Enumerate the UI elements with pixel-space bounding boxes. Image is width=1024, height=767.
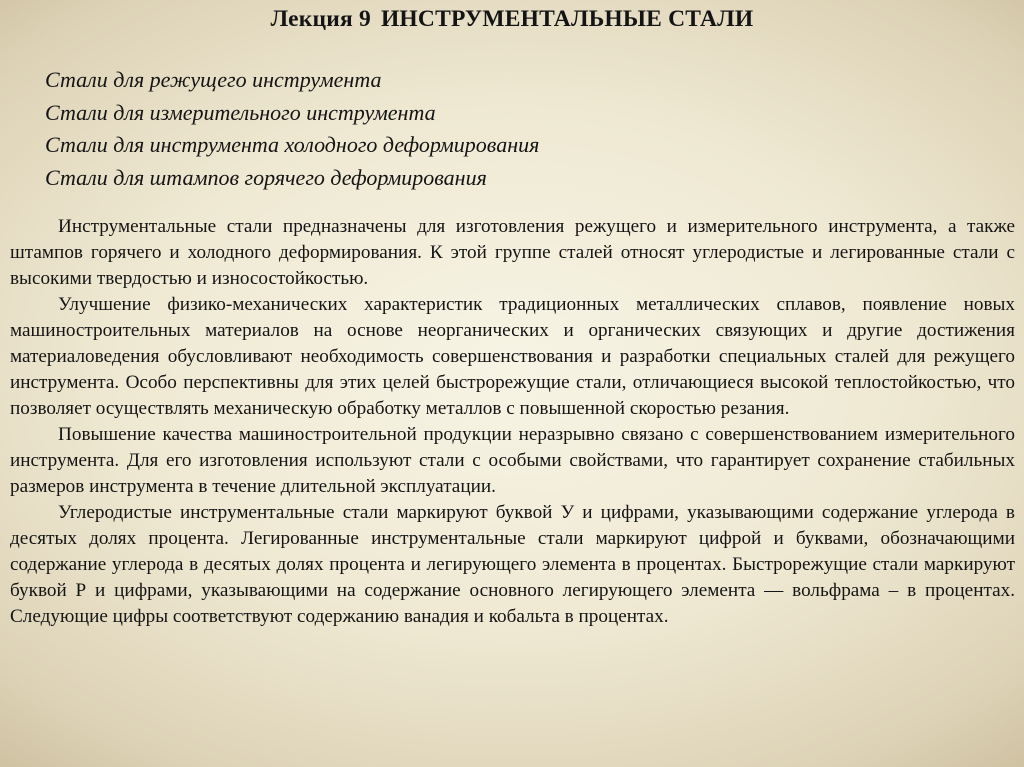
lecture-topic: ИНСТРУМЕНТАЛЬНЫЕ СТАЛИ bbox=[380, 6, 754, 32]
topic-item: Стали для режущего инструмента bbox=[45, 67, 382, 92]
slide-title bbox=[0, 2, 1024, 36]
lecture-number: Лекция 9 bbox=[270, 6, 371, 32]
paragraph-quality: Повышение качества машиностроительной продукции неразрывно связано с совершенствованием измерительного инструмента. Для его изготовления используют стали с особыми свойствами, что гарантирует сохранение стабильных размеров инструмента в течение длительной эксплуатации. bbox=[10, 424, 1015, 497]
topic-item: Стали для штампов горячего деформирования bbox=[45, 164, 487, 190]
topic-item: Стали для инструмента холодного деформирования bbox=[45, 132, 540, 157]
paragraph-marking: Углеродистые инструментальные стали маркируют буквой У и цифрами, указывающими содержание углерода в десятых долях процента. Легированные инструментальные стали маркируют цифрой и буквами, обозначающими содержание углерода в десятых долях процента и легирующего элемента в процентах. Быстрорежущие стали маркируют буквой Р и цифрами, указывающими на содержание основного легирующего элемента — вольфрама – в процентах. Следующие цифры соответствуют содержанию ванадия и кобальта в процентах. bbox=[10, 502, 1015, 627]
topic-list bbox=[45, 64, 539, 194]
paragraph-intro: Инструментальные стали предназначены для изготовления режущего и измерительного инструмента, а также штампов горячего и холодного деформирования. К этой группе сталей относят углеродистые и легированные стали с высокими твердостью и износостойкостью. bbox=[10, 216, 1015, 289]
topic-item: Стали для измерительного инструмента bbox=[45, 99, 436, 125]
paragraph-improvement: Улучшение физико-механических характеристик традиционных металлических сплавов, появление новых машиностроительных материалов на основе неорганических и органических связующих и другие достижения материаловедения обусловливают необходимость совершенствования и разработки специальных сталей для режущего инструмента. Особо перспективны для этих целей быстрорежущие стали, отличающиеся высокой теплостойкостью, что позволяет осуществлять механическую обработку металлов с повышенной скоростью резания. bbox=[10, 294, 1015, 419]
body-text bbox=[10, 214, 1015, 630]
